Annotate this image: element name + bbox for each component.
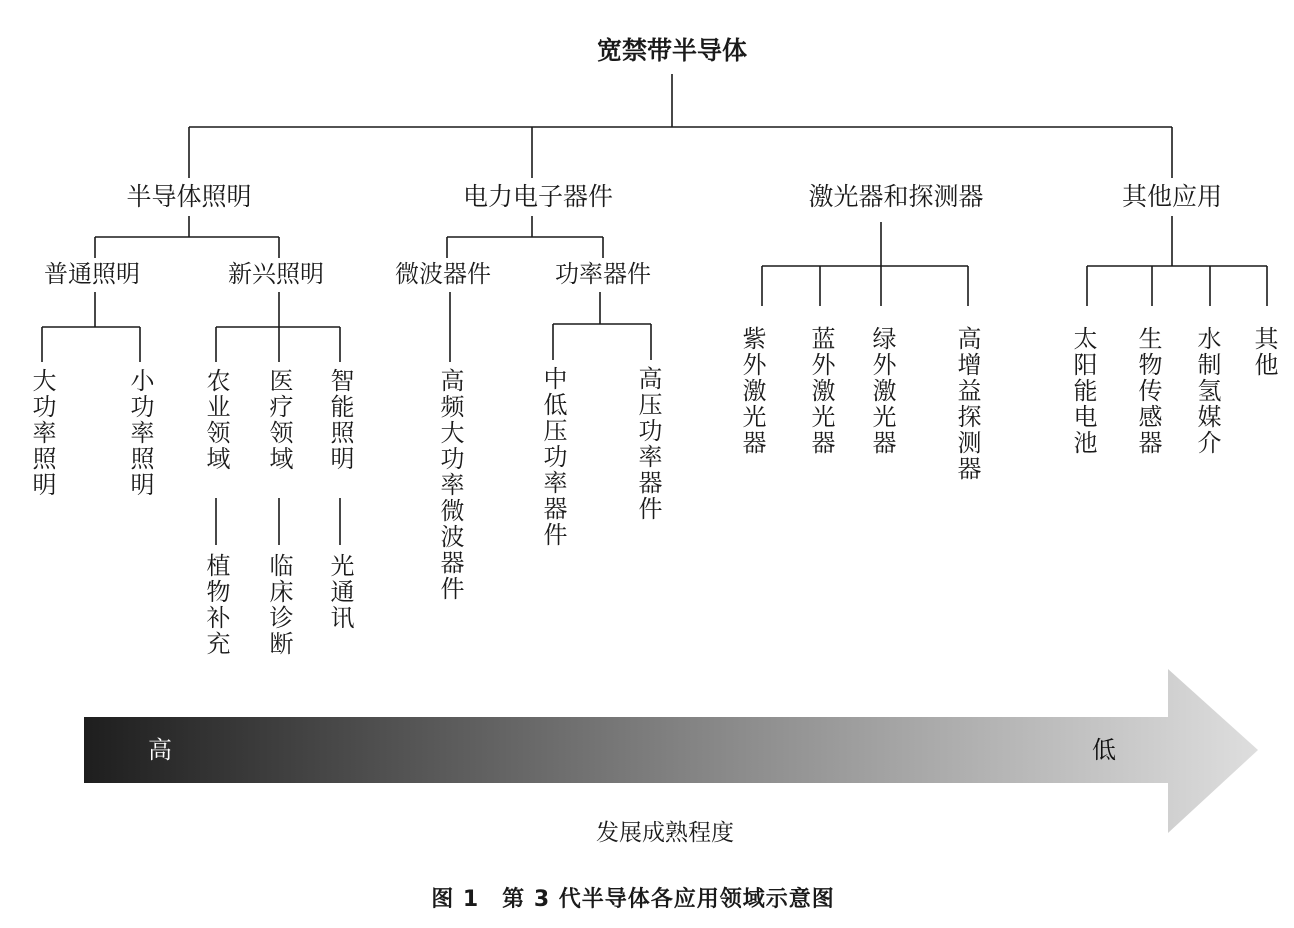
leaf-low-power-lighting: 小功率照明: [126, 368, 154, 498]
category-laser-detector: 激光器和探测器: [808, 182, 984, 211]
leaf-plant-supplement: 植物补充: [202, 553, 230, 657]
group-general-lighting: 普通照明: [44, 260, 140, 288]
leaf-blue-laser: 蓝外激光器: [807, 326, 835, 456]
group-power-devices: 功率器件: [555, 260, 651, 288]
leaf-high-voltage-power: 高压功率器件: [634, 366, 662, 522]
category-semiconductor-lighting: 半导体照明: [126, 182, 252, 211]
leaf-other: 其他: [1250, 326, 1278, 378]
leaf-clinical-diagnosis: 临床诊断: [265, 553, 293, 657]
maturity-low-label: 低: [1092, 736, 1116, 764]
leaf-hf-high-power-microwave: 高频大功率微波器件: [436, 368, 464, 602]
leaf-high-power-lighting: 大功率照明: [28, 368, 56, 498]
leaf-optical-communication: 光通讯: [326, 553, 354, 631]
maturity-arrow: [84, 669, 1258, 833]
leaf-uv-laser: 紫外激光器: [738, 326, 766, 456]
root-node: 宽禁带半导体: [596, 36, 748, 65]
leaf-medical: 医疗领域: [265, 368, 293, 472]
figure-caption: 图 1 第 3 代半导体各应用领域示意图: [431, 887, 835, 912]
maturity-high-label: 高: [148, 736, 172, 764]
leaf-mid-low-voltage-power: 中低压功率器件: [539, 366, 567, 548]
category-other-applications: 其他应用: [1121, 182, 1223, 211]
leaf-agriculture: 农业领域: [202, 368, 230, 472]
leaf-green-laser: 绿外激光器: [868, 326, 896, 456]
leaf-solar-cell: 太阳能电池: [1069, 326, 1097, 456]
leaf-biosensor: 生物传感器: [1134, 326, 1162, 456]
leaf-high-gain-detector: 高增益探测器: [953, 326, 981, 482]
leaf-hydrogen-medium: 水制氢媒介: [1193, 326, 1221, 456]
category-power-electronics: 电力电子器件: [462, 182, 614, 211]
maturity-axis-title: 发展成熟程度: [596, 820, 734, 846]
leaf-smart-lighting: 智能照明: [326, 368, 354, 472]
group-emerging-lighting: 新兴照明: [228, 260, 324, 288]
group-microwave-devices: 微波器件: [395, 260, 491, 288]
